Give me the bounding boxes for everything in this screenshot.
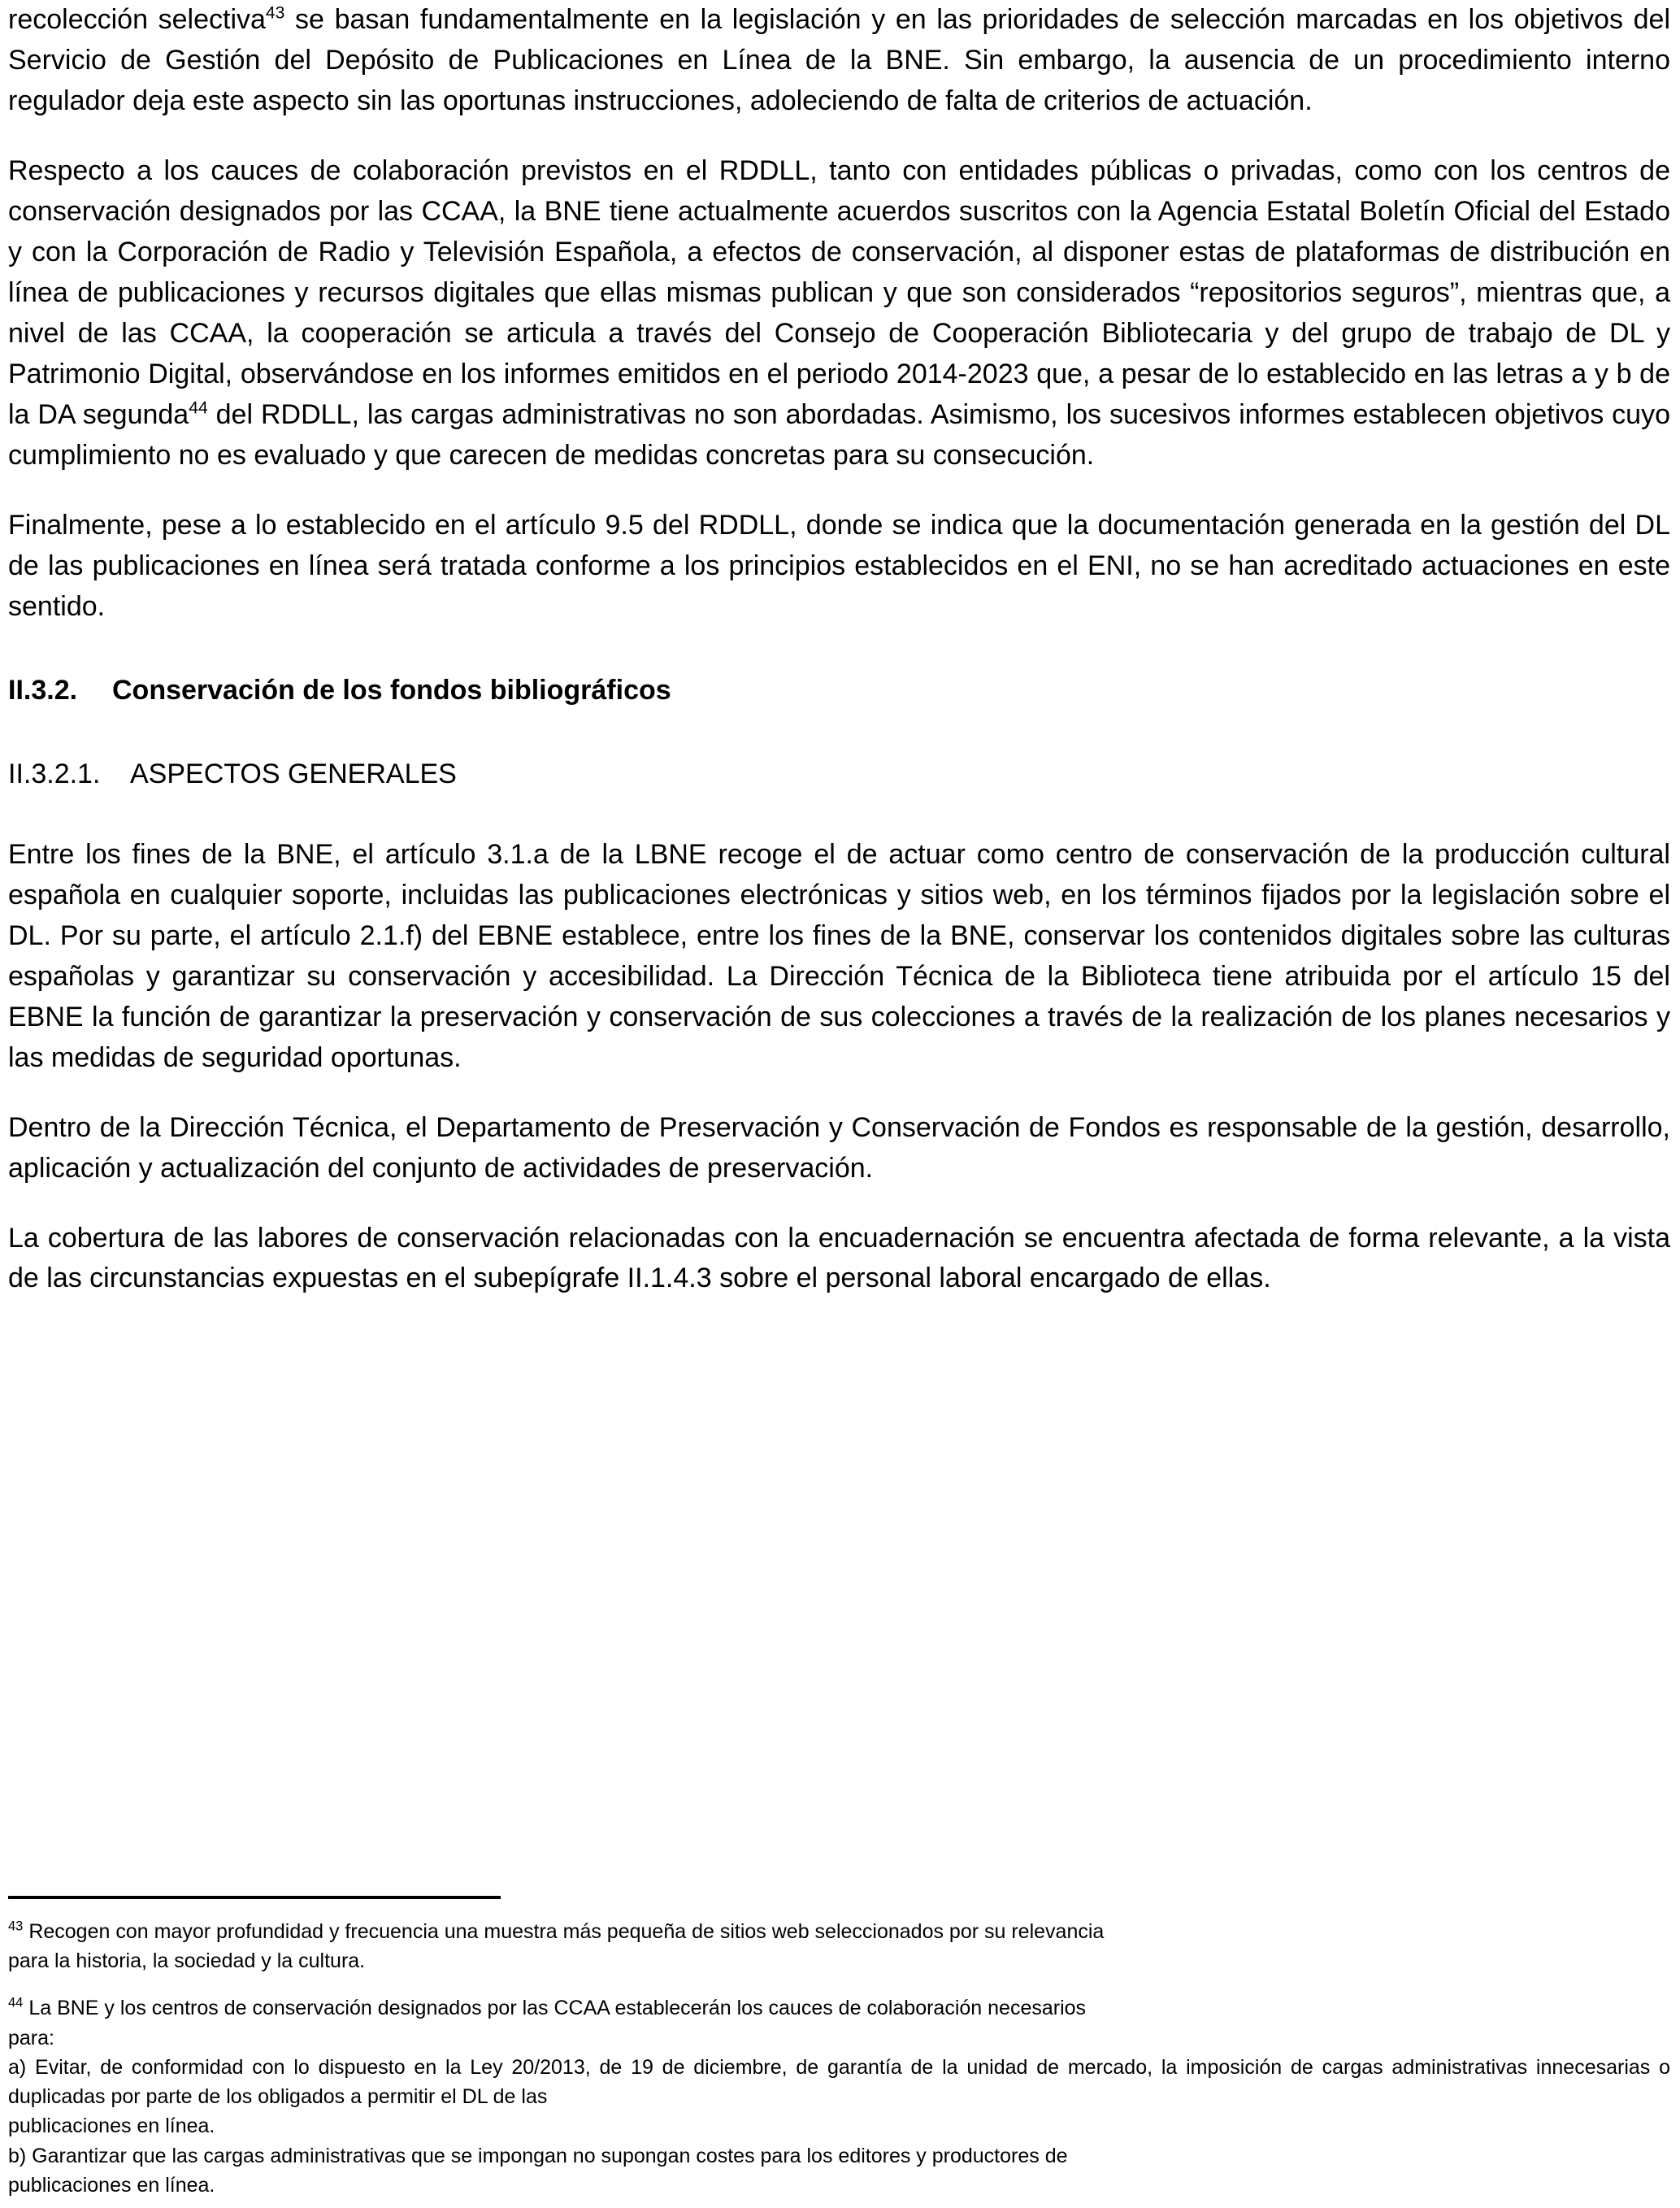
heading-subsection-number: II.3.2.1. — [8, 758, 101, 790]
footnote-separator-rule — [8, 1896, 501, 1899]
footnote-43-text-1: Recogen con mayor profundidad y frecuencia una muestra más pequeña de sitios web seleccionados por su relevancia — [28, 1919, 1105, 1943]
paragraph-finalmente-eni — [8, 506, 1670, 628]
heading-section-ii-3-2 — [8, 672, 1670, 711]
heading-subsection-ii-3-2-1 — [8, 755, 1670, 794]
footnote-44-item-b: b) Garantizar que las cargas administrativas que se impongan no supongan costes para los editores y productores de — [8, 2144, 1068, 2167]
footnote-44-text-1: La BNE y los centros de conservación designados por las CCAA establecerán los cauces de colaboración necesarios — [28, 1997, 1087, 2020]
footnote-43-line-1 — [8, 1917, 1670, 1946]
paragraph-dentro-direccion-tecnica — [8, 1108, 1670, 1189]
paragraph-cobertura-encuadernacion — [8, 1219, 1670, 1300]
footnote-43 — [8, 1917, 1670, 1976]
paragraph-entre-los-fines — [8, 835, 1670, 1079]
heading-section-title: Conservación de los fondos bibliográficos — [112, 674, 671, 706]
footnote-44-item-b-tail: publicaciones en línea. — [8, 2173, 215, 2197]
footnote-44 — [8, 1993, 1670, 2200]
paragraph-recoleccion — [8, 0, 1670, 122]
paragraph-body-text: Finalmente, pese a lo establecido en el artículo 9.5 del RDDLL, donde se indica que la documentación generada en la gestión del DL de las publicaciones en línea será tratada conforme a los principios establecidos en el ENI, no se han acreditado actuaciones en este sentido. — [8, 509, 1670, 622]
paragraph-rest-text: se basan fundamentalmente en la legislación y en las prioridades de selección marcadas en los objetivos del Servicio de Gestión del Depósito de Publicaciones en Línea de la BNE. Sin embargo, la ausencia de un procedimiento interno regulador deja este aspecto sin las oportunas instrucciones, adoleciendo de falta de criterios de actuación. — [8, 4, 1670, 116]
paragraph-body-text: Entre los fines de la BNE, el artículo 3.1.a de la LBNE recoge el de actuar como centro de conservación de la producción cultural española en cualquier soporte, incluidas las publicaciones electrónicas y sitios web, en los términos fijados por la legislación sobre el DL. Por su parte, el artículo 2.1.f) del EBNE establece, entre los fines de la BNE, conservar los contenidos digitales sobre las culturas españolas y garantizar su conservación y accesibilidad. La Dirección Técnica de la Biblioteca tiene atribuida por el artículo 15 del EBNE la función de garantizar la preservación y conservación de sus colecciones a través de la realización de los planes necesarios y las medidas de seguridad oportunas. — [8, 838, 1670, 1073]
footnote-ref-44[interactable]: 44 — [189, 398, 208, 418]
paragraph-body-text: Respecto a los cauces de colaboración previstos en el RDDLL, tanto con entidades públicas o privadas, como con los centros de conservación designados por las CCAA, la BNE tiene actualmente acuerdos suscritos con la Agencia Estatal Boletín Oficial del Estado y con la Corporación de Radio y Televisión Española, a efectos de conservación, al disponer estas de plataformas de distribución en línea de publicaciones y recursos digitales que ellas mismas publican y que son considerados “repositorios seguros”, mientras que, a nivel de las CCAA, la cooperación se articula a través del Consejo de Cooperación Bibliotecaria y del grupo de trabajo de DL y Patrimonio Digital, observándose en los informes emitidos en el periodo 2014-2023 que, a pesar de lo establecido en las letras a y b de la DA segunda — [8, 154, 1670, 430]
footnote-44-marker: 44 — [8, 1995, 24, 2010]
footnote-44-line-2: para: — [8, 2026, 54, 2049]
footnote-ref-43[interactable]: 43 — [265, 3, 285, 23]
paragraph-body-text: La cobertura de las labores de conservación relacionadas con la encuadernación se encuentra afectada de forma relevante, a la vista de las circunstancias expuestas en el subepígrafe II.1.4.3 sobre el personal laboral encargado de ellas. — [8, 1222, 1670, 1294]
paragraph-body-text: Dentro de la Dirección Técnica, el Departamento de Preservación y Conservación de Fondos es responsable de la gestión, desarrollo, aplicación y actualización del conjunto de actividades de preservación. — [8, 1111, 1670, 1184]
footnote-area — [8, 1896, 1670, 2208]
heading-subsection-title: ASPECTOS GENERALES — [130, 758, 457, 790]
footnote-43-line-2: para la historia, la sociedad y la cultura. — [8, 1949, 366, 1972]
footnote-44-line-1 — [8, 1993, 1670, 2023]
paragraph-continuation-text: del RDDLL, las cargas administrativas no son abordadas. Asimismo, los sucesivos informes establecen objetivos cuyo cumplimiento no es evaluado y que carecen de medidas concretas para su consecución. — [8, 398, 1670, 471]
footnote-44-item-a-tail: publicaciones en línea. — [8, 2115, 215, 2138]
footnote-43-marker: 43 — [8, 1919, 24, 1934]
paragraph-cauces-colaboracion — [8, 151, 1670, 476]
paragraph-lead-text: recolección selectiva — [8, 4, 266, 35]
footnote-44-item-a: a) Evitar, de conformidad con lo dispuesto en la Ley 20/2013, de 19 de diciembre, de garantía de la unidad de mercado, la imposición de cargas administrativas innecesarias o duplicadas por parte de los obligados a permitir el DL de las — [8, 2055, 1670, 2108]
heading-section-number: II.3.2. — [8, 674, 78, 706]
